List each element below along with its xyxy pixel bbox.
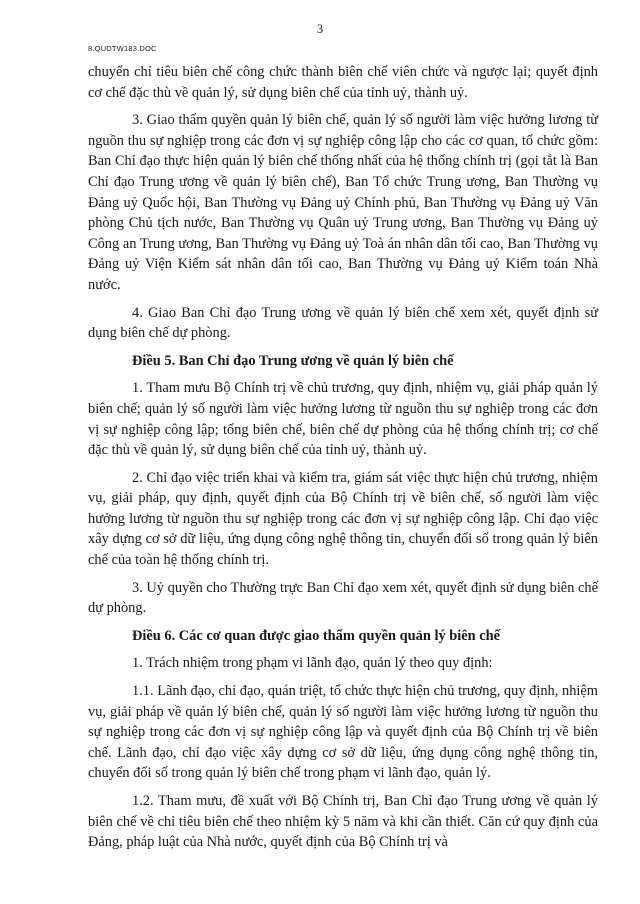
article-6-clause-1-1: 1.1. Lãnh đạo, chỉ đạo, quán triệt, tổ chức thực hiện chủ trương, quy định, nhiệm vụ, giải pháp về quản lý biên chế, quản lý số người làm việc hưởng lương từ nguồn thu sự nghiệp trong các đơn vị sự nghiệp công lập và quyết định của Bộ Chính trị về biên chế. Lãnh đạo, chỉ đạo việc xây dựng cơ sở dữ liệu, ứng dụng công nghệ thông tin, chuyển đổi số trong quản lý biên chế trong phạm vi lãnh đạo, quản lý. — [88, 683, 598, 782]
paragraph-continuation: chuyển chỉ tiêu biên chế công chức thành biên chế viên chức và ngược lại; quyết định cơ chế đặc thù về quản lý, sử dụng biên chế của tỉnh uỷ, thành uỷ. — [88, 64, 598, 101]
article-5-clause-1: 1. Tham mưu Bộ Chính trị về chủ trương, quy định, nhiệm vụ, giải pháp quản lý biên chế; quản lý số người làm việc hưởng lương từ nguồn thu sự nghiệp trong các đơn vị sự nghiệp công lập; tổng biên chế, biên chế dự phòng của hệ thống chính trị; cơ chế đặc thù về quản lý, sử dụng biên chế của tỉnh uỷ, thành uỷ. — [88, 380, 598, 459]
article-5-heading: Điều 5. Ban Chỉ đạo Trung ương về quản lý biên chế — [132, 352, 454, 369]
document-body — [88, 62, 598, 860]
article-6-heading: Điều 6. Các cơ quan được giao thẩm quyền quản lý biên chế — [132, 627, 501, 644]
paragraph-clause-4: 4. Giao Ban Chỉ đạo Trung ương về quản lý biên chế xem xét, quyết định sử dụng biên chế dự phòng. — [88, 304, 598, 342]
article-5-clause-2: 2. Chỉ đạo việc triển khai và kiểm tra, giám sát việc thực hiện chủ trương, nhiệm vụ, giải pháp, quy định, quyết định của Bộ Chính trị về biên chế, số người làm việc hưởng lương từ nguồn thu sự nghiệp trong các đơn vị sự nghiệp công lập. Chỉ đạo việc xây dựng cơ sở dữ liệu, ứng dụng công nghệ thông tin, chuyển đổi số trong quản lý biên chế của toàn hệ thống chính trị. — [88, 469, 598, 569]
article-6-clause-1: 1. Trách nhiệm trong phạm vi lãnh đạo, quản lý theo quy định: — [132, 655, 493, 672]
page-number: 3 — [316, 22, 324, 36]
article-6-clause-1-2: 1.2. Tham mưu, đề xuất với Bộ Chính trị, Ban Chỉ đạo Trung ương về quản lý biên chế về chỉ tiêu biên chế theo nhiệm kỳ 5 năm và khi cần thiết. Căn cứ quy định của Đảng, pháp luật của Nhà nước, quyết định của Bộ Chính trị và — [88, 793, 598, 851]
article-5-clause-3: 3. Uỷ quyền cho Thường trực Ban Chỉ đạo xem xét, quyết định sử dụng biên chế dự phòng. — [88, 579, 598, 617]
document-filename: 8.QUDTW183.DOC — [88, 44, 157, 53]
paragraph-clause-3: 3. Giao thẩm quyền quản lý biên chế, quản lý số người làm việc hưởng lương từ nguồn thu sự nghiệp trong các đơn vị sự nghiệp công lập cho các cơ quan, tổ chức gồm: Ban Chỉ đạo thực hiện quản lý biên chế thống nhất của hệ thống chính trị (gọi tắt là Ban Chỉ đạo Trung ương về quản lý biên chế), Ban Tổ chức Trung ương, Ban Thường vụ Đảng uỷ Quốc hội, Ban Thường vụ Đảng uỷ Chính phủ, Ban Thường vụ Đảng uỷ Văn phòng Chủ tịch nước, Ban Thường vụ Quân uỷ Trung ương, Ban Thường vụ Đảng uỷ Công an Trung ương, Ban Thường vụ Đảng uỷ Toà án nhân dân tối cao, Ban Thường vụ Đảng uỷ Viện Kiểm sát nhân dân tối cao, Ban Thường vụ Đảng uỷ Kiểm toán Nhà nước. — [88, 112, 598, 293]
